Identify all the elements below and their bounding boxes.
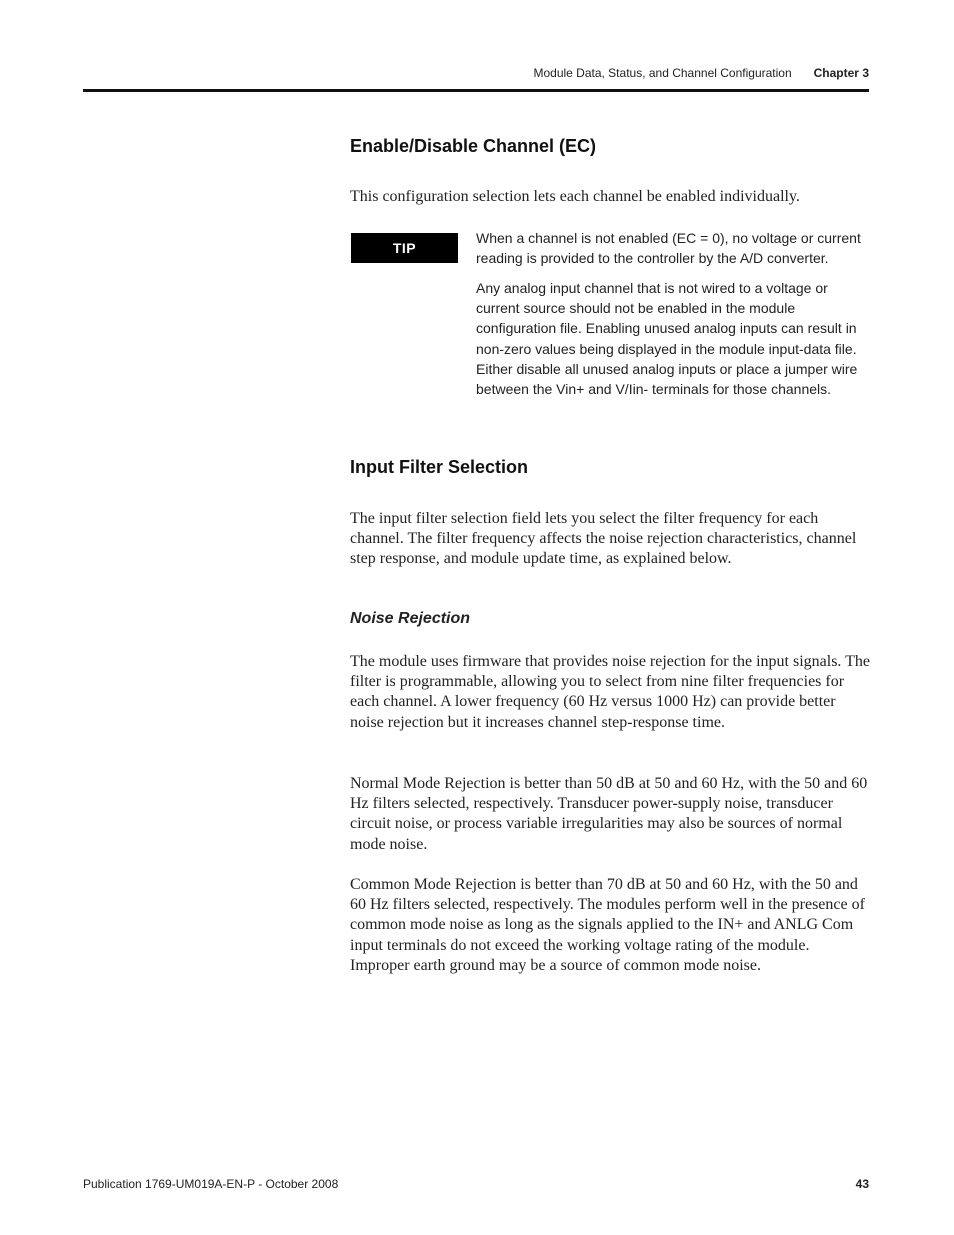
header-section-title: Module Data, Status, and Channel Configuration [533, 66, 792, 80]
noise-rejection-paragraph-1: The module uses firmware that provides noise rejection for the input signals. The filter is programmable, allowing you to select from nine filter frequencies for each channel. A lower frequency (60 Hz versus 1000 Hz) can provide better noise rejection but it increases channel step-response time. [350, 653, 871, 731]
tip-paragraph-2: Any analog input channel that is not wired to a voltage or current source should not be enabled in the module configuration file. Enabling unused analog inputs can result in non-zero values being displayed in the module input-data file. Either disable all unused analog inputs or place a jumper wire between the Vin+ and V/Iin- terminals for those channels. [476, 280, 858, 398]
input-filter-intro: The input filter selection field lets you select the filter frequency for each channel. The filter frequency affects the noise rejection characteristics, channel step response, and module update time, as explained below. [350, 510, 857, 568]
noise-rejection-paragraph-3: Common Mode Rejection is better than 70 dB at 50 and 60 Hz, with the 50 and 60 Hz filters selected, respectively. The modules perform well in the presence of common mode noise as long as the signals applied to the IN+ and ANLG Com input terminals do not exceed the working voltage rating of the module. Improper earth ground may be a source of common mode noise. [350, 876, 865, 974]
running-header [533, 66, 869, 80]
noise-rejection-heading: Noise Rejection [350, 610, 471, 627]
enable-channel-intro: This configuration selection lets each channel be enabled individually. [350, 188, 800, 205]
input-filter-heading: Input Filter Selection [350, 457, 529, 477]
header-rule [83, 89, 869, 92]
footer-page-number: 43 [855, 1177, 869, 1191]
enable-channel-heading: Enable/Disable Channel (EC) [350, 136, 597, 156]
header-chapter: Chapter 3 [813, 66, 869, 80]
noise-rejection-paragraph-2: Normal Mode Rejection is better than 50 dB at 50 and 60 Hz, with the 50 and 60 Hz filters selected, respectively. Transducer power-supply noise, transducer circuit noise, or process variable irregularities may also be sources of normal mode noise. [350, 775, 868, 853]
tip-label: TIP [351, 233, 458, 263]
tip-paragraph-1: When a channel is not enabled (EC = 0), no voltage or current reading is provided to the controller by the A/D converter. [476, 230, 861, 267]
footer-publication: Publication 1769-UM019A-EN-P - October 2008 [83, 1177, 339, 1191]
